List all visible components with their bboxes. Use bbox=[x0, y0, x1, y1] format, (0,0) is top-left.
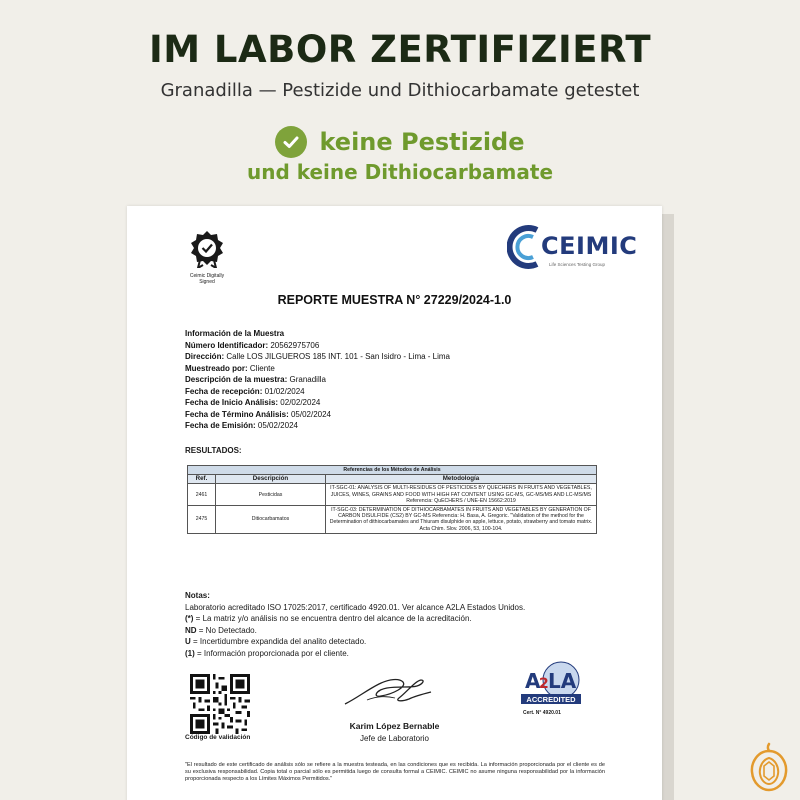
notes-section bbox=[185, 590, 625, 659]
handwritten-signature bbox=[337, 672, 437, 712]
badge-line-1: keine Pestizide bbox=[319, 128, 525, 156]
info-field: Muestreado por: Cliente bbox=[185, 363, 275, 373]
granadilla-fruit-icon bbox=[748, 742, 790, 792]
info-field: Fecha de Término Análisis: 05/02/2024 bbox=[185, 409, 332, 419]
logo-subtitle: Life Sciences Testing Group bbox=[549, 262, 605, 267]
methods-table bbox=[187, 465, 597, 534]
info-field: Fecha de Emisión: 05/02/2024 bbox=[185, 421, 298, 430]
info-field: Descripción de la muestra: Granadilla bbox=[185, 375, 326, 384]
qr-caption: Código de validación bbox=[185, 734, 251, 741]
lab-report-document bbox=[127, 206, 662, 800]
note-line: (*) = La matriz y/o análisis no se encuentra dentro del alcance de la acreditación. bbox=[185, 614, 472, 623]
column-header: Ref. bbox=[188, 475, 216, 484]
info-field: Dirección: Calle LOS JILGUEROS 185 INT. 101 - San Isidro - Lima - Lima bbox=[185, 352, 450, 361]
svg-text:2: 2 bbox=[539, 676, 549, 692]
a2la-accredited-logo bbox=[517, 658, 585, 718]
check-icon bbox=[275, 126, 307, 158]
note-line: ND = No Detectado. bbox=[185, 625, 257, 635]
notes-heading: Notas: bbox=[185, 591, 210, 600]
page-title: IM LABOR ZERTIFIZIERT bbox=[148, 28, 652, 71]
cert-number: Cert. N° 4920.01 bbox=[523, 710, 561, 716]
signer-role: Jefe de Laboratorio bbox=[360, 734, 429, 743]
result-badge bbox=[0, 126, 800, 158]
column-header: Descripción bbox=[216, 475, 326, 484]
sample-info bbox=[185, 328, 625, 432]
info-field: Fecha de Inicio Análisis: 02/02/2024 bbox=[185, 398, 321, 407]
column-header: Metodología bbox=[326, 475, 597, 484]
info-field: Número Identificador: 20562975706 bbox=[185, 340, 320, 350]
results-label: RESULTADOS: bbox=[185, 446, 242, 455]
info-field: Fecha de recepción: 01/02/2024 bbox=[185, 386, 305, 396]
digital-signature-seal bbox=[182, 230, 232, 285]
disclaimer-text: "El resultado de este certificado de análisis sólo se refiere a la muestra testeada, en las condiciones que es recibida. La información proporcionada por el cliente es de su exclusiva responsabilidad. Copia total o parcial sólo es permitida luego de consulta formal a CEIMIC. CEIMIC no asume ninguna responsabilidad por la información proporcionada respecto a los Límites Máximos Permitidos." bbox=[185, 762, 605, 782]
page-subtitle: Granadilla — Pestizide und Dithiocarbamate getestet bbox=[160, 80, 640, 101]
note-line: U = Incertidumbre expandida del analito detectado. bbox=[185, 637, 367, 646]
note-line: Laboratorio acreditado ISO 17025:2017, certificado 4920.01. Ver alcance A2LA Estados Unidos. bbox=[185, 602, 526, 612]
svg-text:LA: LA bbox=[548, 669, 577, 693]
table-row: 2461 Pesticidas IT-SGC-01: ANALYSIS OF MULTI-RESIDUES OF PESTICIDES BY QUECHERS IN FRUITS AND VEGETABLES, JUICES, WINES, GRAINS AND FOOD WITH HIGH FAT CONTENT USING GC-MS, GC-MS/MS AND LC-MS/MS Referencia: QuECHERS / UNE-EN 15662:2019 bbox=[188, 484, 597, 506]
seal-icon bbox=[190, 230, 224, 268]
seal-caption: Ceimic Digitally Signed bbox=[189, 273, 225, 285]
badge-line-2: und keine Dithiocarbamate bbox=[246, 160, 554, 184]
ceimic-logo bbox=[507, 222, 638, 272]
table-caption: Referencias de los Métodos de Análisis bbox=[188, 466, 597, 475]
signer-name: Karim López Bernable bbox=[349, 721, 440, 731]
note-line: (1) = Información proporcionada por el cliente. bbox=[185, 648, 349, 658]
table-row: 2475 Ditiocarbamatos IT-SGC-03: DETERMINATION OF DITHIOCARBAMATES IN FRUITS AND VEGETABLES BY GENERATION OF CARBON DISULFIDE (CS2) BY GC-MS Referencia: H. Basa, A. Gregoric. "Validation of the method for the Determination of dithiocarbamates and Thiuram disulphide on apple, lettuce, potato, strawberry and tomato matrix. Acta Chim. Slov. 2006, 53, 100-104. bbox=[188, 506, 597, 534]
info-heading: Información de la Muestra bbox=[185, 329, 285, 338]
svg-text:A: A bbox=[525, 669, 541, 693]
a2la-label: ACCREDITED bbox=[526, 695, 576, 704]
logo-text: CEIMIC bbox=[541, 232, 638, 260]
report-title: REPORTE MUESTRA N° 27229/2024-1.0 bbox=[277, 293, 512, 307]
